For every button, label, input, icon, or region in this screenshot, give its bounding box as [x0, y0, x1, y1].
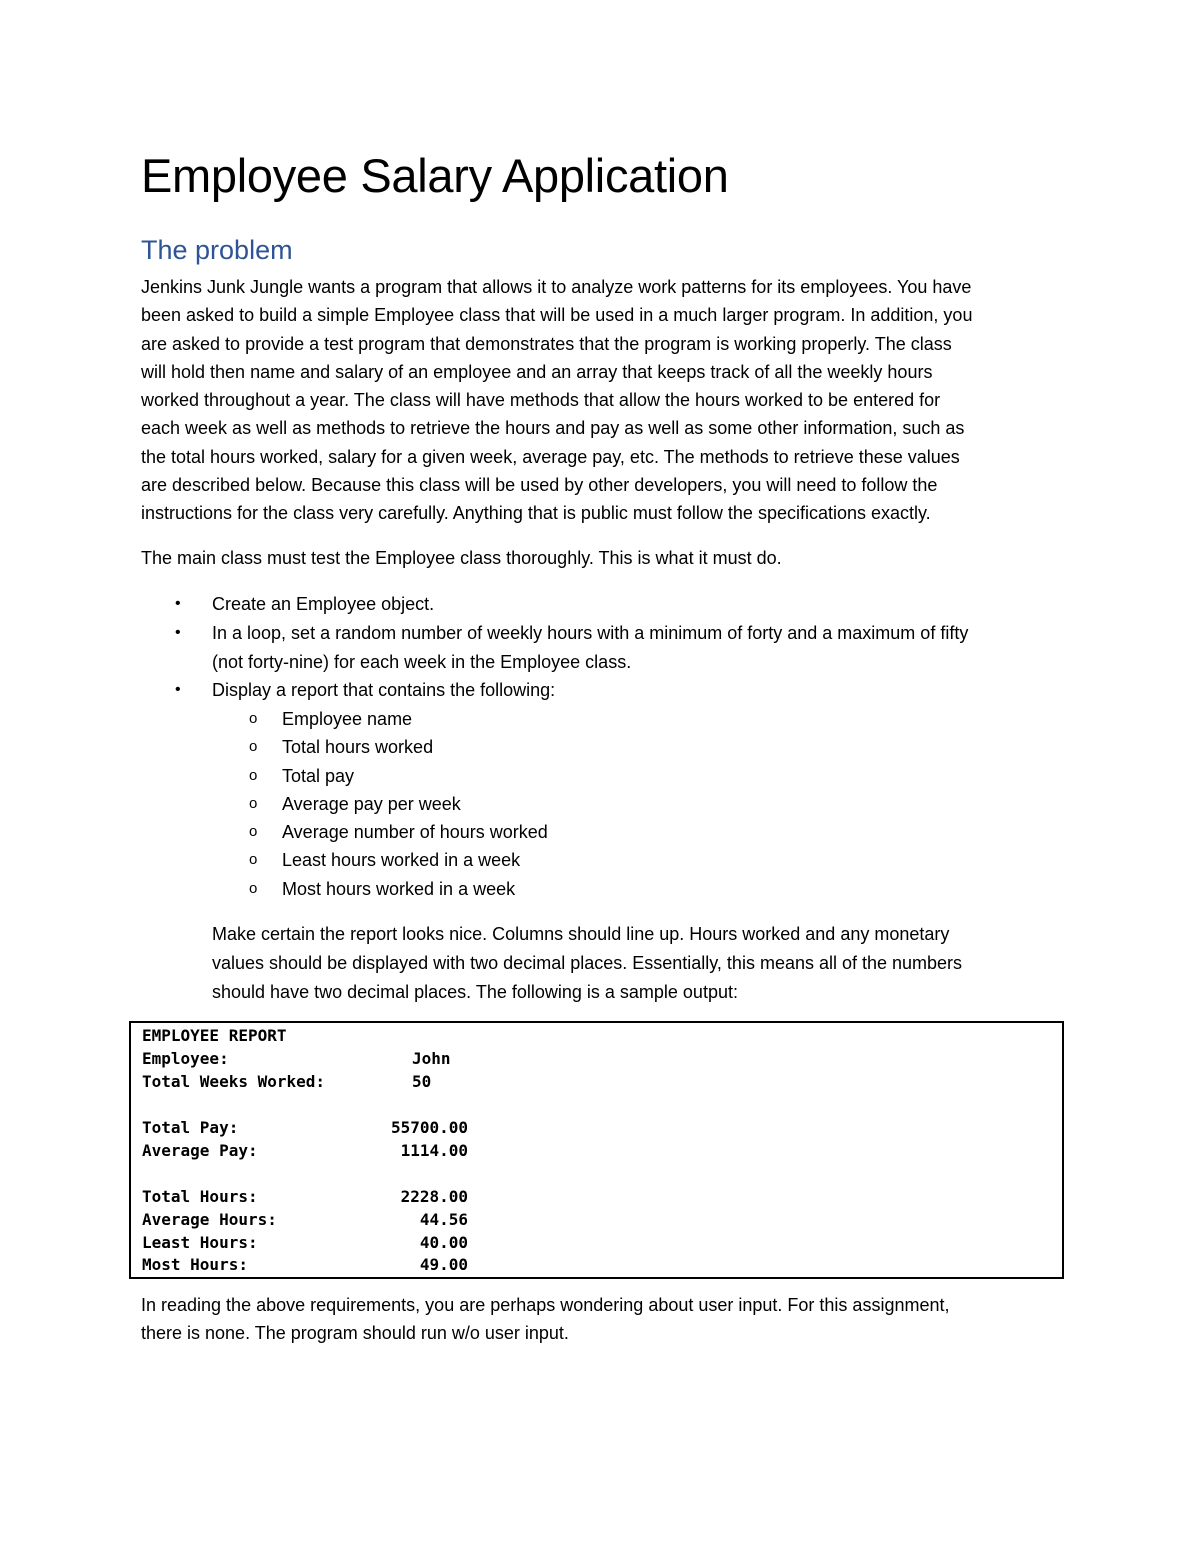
- list-item: [141, 619, 1076, 648]
- closing-line: In reading the above requirements, you are perhaps wondering about user input. For this assignment,: [141, 1295, 950, 1315]
- circle-bullet-icon: o: [249, 851, 258, 869]
- requirements-list: [141, 590, 1076, 705]
- report-items-list: [141, 705, 1076, 903]
- report-label: Most Hours:: [142, 1255, 248, 1274]
- list-item: [141, 875, 1076, 903]
- report-heading: EMPLOYEE REPORT: [142, 1026, 287, 1045]
- report-label: Total Pay:: [142, 1118, 239, 1137]
- bullet-icon: •: [175, 595, 181, 612]
- circle-bullet-icon: o: [249, 823, 258, 841]
- intro-line: Jenkins Junk Jungle wants a program that allows it to analyze work patterns for its employees. You have: [141, 277, 972, 297]
- list-item: [141, 790, 1076, 818]
- note-line: values should be displayed with two decimal places. Essentially, this means all of the numbers: [212, 952, 963, 973]
- report-label: Average Hours:: [142, 1210, 277, 1229]
- bullet-icon: •: [175, 623, 181, 641]
- circle-bullet-icon: o: [249, 794, 258, 812]
- list-item-text: Display a report that contains the following:: [212, 680, 556, 701]
- list-item-text: Create an Employee object.: [212, 594, 435, 614]
- list-item-text: Average pay per week: [282, 793, 461, 814]
- report-value: 44.56: [419, 1210, 468, 1229]
- list-item-continuation: [141, 648, 1076, 677]
- intro-line: each week as well as methods to retrieve the hours and pay as well as some other information, such as: [141, 418, 965, 439]
- closing-line: there is none. The program should run w/o user input.: [141, 1323, 569, 1344]
- report-label: Employee:: [142, 1049, 229, 1068]
- list-item-text: Least hours worked in a week: [282, 850, 521, 871]
- report-value: John: [412, 1049, 451, 1068]
- intro-line: are described below. Because this class will be used by other developers, you will need to follow the: [141, 475, 938, 496]
- list-item: [141, 705, 1076, 733]
- list-item: [141, 676, 1076, 705]
- report-value: 1114.00: [400, 1141, 468, 1160]
- circle-bullet-icon: o: [249, 710, 258, 727]
- report-label: Average Pay:: [142, 1141, 258, 1160]
- report-value: 40.00: [419, 1233, 468, 1252]
- report-value: 49.00: [419, 1255, 468, 1274]
- sample-output-box: [129, 1021, 1064, 1279]
- intro-line: worked throughout a year. The class will have methods that allow the hours worked to be entered for: [141, 390, 941, 411]
- report-value: 50: [412, 1072, 432, 1091]
- list-item: [141, 818, 1076, 846]
- list-item-text: In a loop, set a random number of weekly hours with a minimum of forty and a maximum of fifty: [212, 622, 969, 643]
- intro-line: the total hours worked, salary for a given week, average pay, etc. The methods to retrieve these values: [141, 446, 960, 467]
- list-item: [141, 846, 1076, 874]
- intro-paragraph: [141, 273, 1076, 528]
- list-item-text: Most hours worked in a week: [282, 878, 516, 899]
- intro-line: will hold then name and salary of an employee and an array that keeps track of all the weekly hours: [141, 361, 933, 382]
- intro-line: are asked to provide a test program that demonstrates that the program is working properly. The class: [141, 333, 952, 354]
- note-line: should have two decimal places. The following is a sample output:: [212, 981, 738, 1002]
- list-item-text: Total hours worked: [282, 737, 434, 758]
- circle-bullet-icon: o: [249, 766, 258, 784]
- circle-bullet-icon: o: [249, 879, 258, 897]
- report-label: Total Weeks Worked:: [142, 1072, 326, 1091]
- report-label: Least Hours:: [142, 1233, 258, 1252]
- intro-line: instructions for the class very carefully. Anything that is public must follow the specifications exactly.: [141, 503, 931, 524]
- main-class-paragraph: [141, 544, 1076, 572]
- main-class-text: The main class must test the Employee class thoroughly. This is what it must do.: [141, 548, 782, 568]
- intro-line: been asked to build a simple Employee class that will be used in a much larger program. In addition, you: [141, 305, 973, 326]
- report-value: 55700.00: [390, 1118, 468, 1137]
- list-item: [141, 733, 1076, 761]
- section-heading-problem: The problem: [141, 235, 293, 265]
- note-line: Make certain the report looks nice. Columns should line up. Hours worked and any monetary: [212, 924, 950, 944]
- list-item-text: Average number of hours worked: [282, 822, 548, 843]
- bullet-icon: •: [175, 681, 181, 699]
- report-label: Total Hours:: [142, 1187, 258, 1206]
- document-title: Employee Salary Application: [141, 149, 729, 202]
- formatting-note: [212, 920, 962, 1006]
- list-item: [141, 762, 1076, 790]
- list-item-text: Total pay: [282, 765, 355, 786]
- report-value: 2228.00: [400, 1187, 468, 1206]
- list-item: [141, 590, 1076, 619]
- list-item-text: (not forty-nine) for each week in the Employee class.: [212, 651, 632, 672]
- closing-paragraph: [141, 1291, 1076, 1348]
- list-item-text: Employee name: [282, 709, 413, 729]
- circle-bullet-icon: o: [249, 738, 258, 756]
